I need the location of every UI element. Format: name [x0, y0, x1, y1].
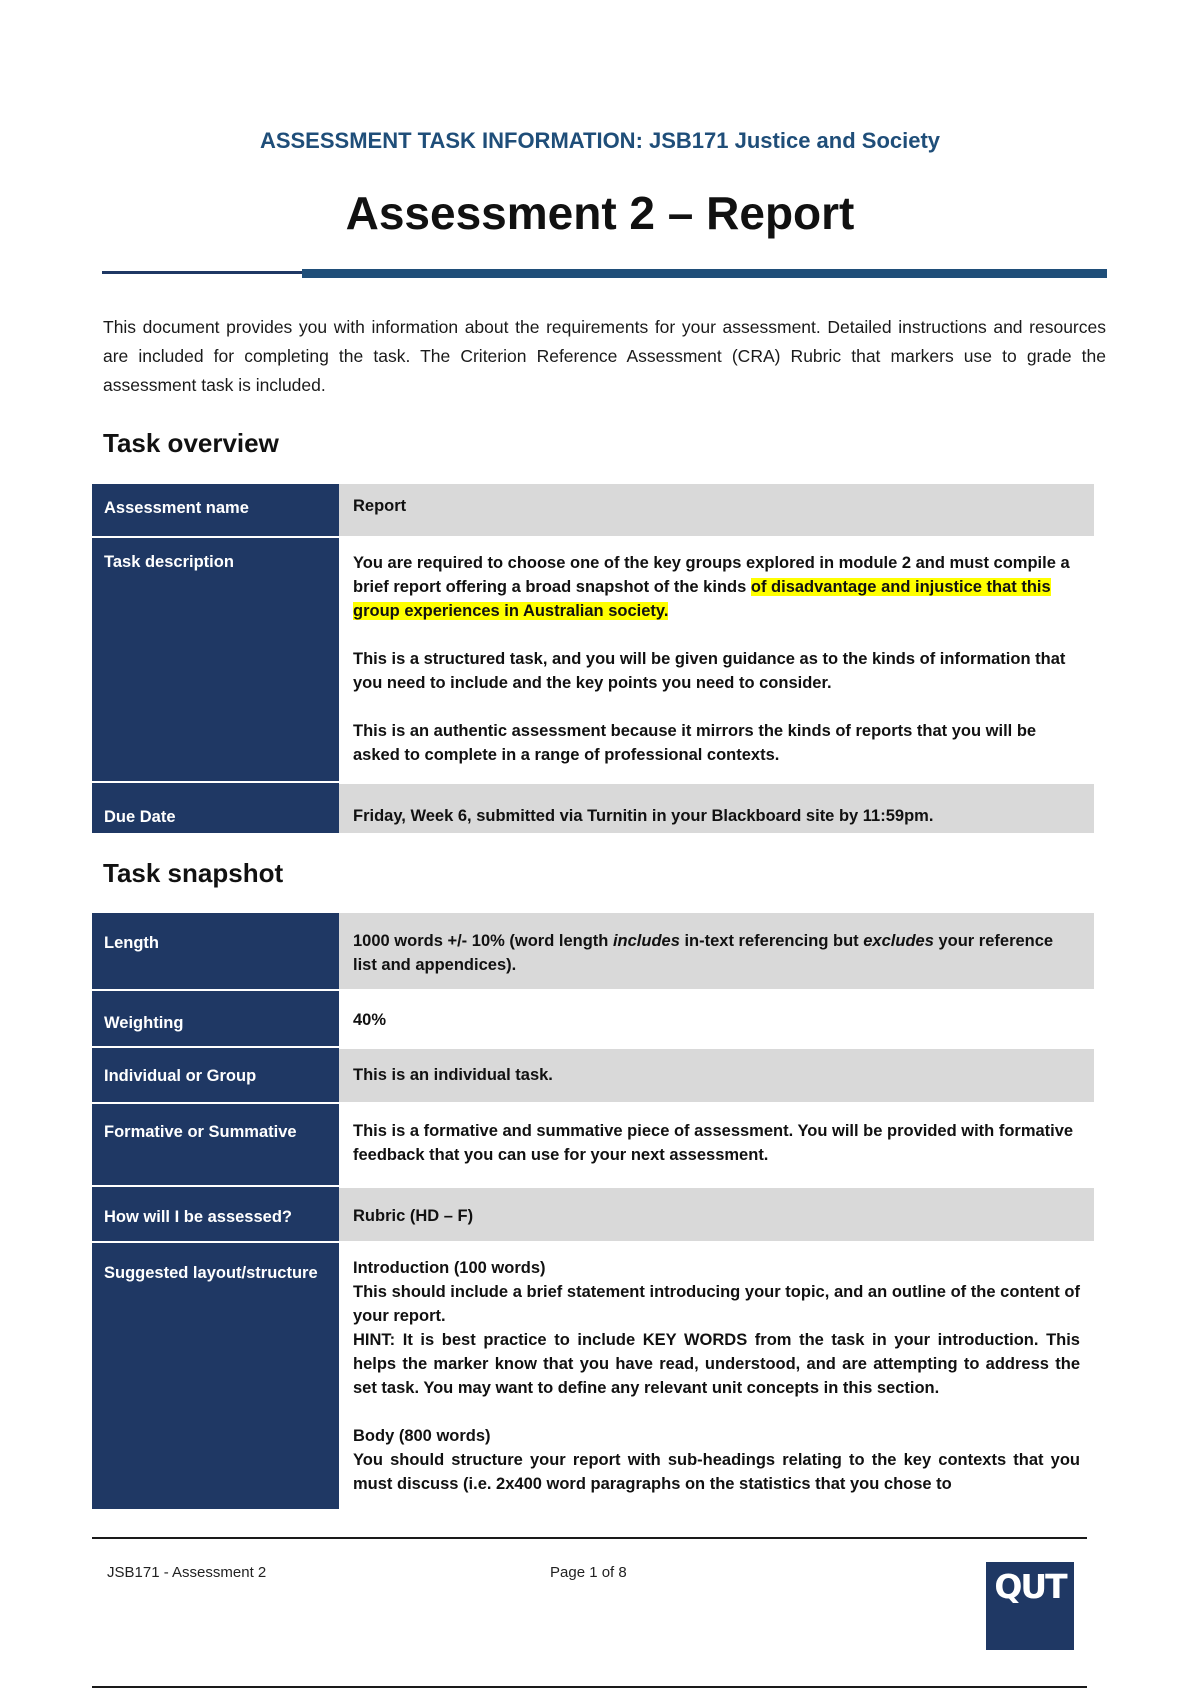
introduction-subheading: Introduction (100 words)	[353, 1258, 546, 1277]
due-date-label: Due Date	[92, 782, 339, 834]
task-description-paragraph: This is a structured task, and you will be given guidance as to the kinds of information that you need to include and the key points you need to consider.	[353, 649, 1066, 692]
intro-paragraph: This document provides you with information about the requirements for your assessment. Detailed instructions and resources are included for completing the task. The Criterion Reference Assessment (CRA) Rubric that markers use to grade the assessment task is included.	[103, 317, 1106, 395]
title-rule-thin	[102, 271, 302, 274]
suggested-layout-value	[339, 1242, 1094, 1510]
assessment-name-value: Report	[339, 484, 1094, 537]
table-row	[92, 782, 1094, 834]
individual-group-value: This is an individual task.	[339, 1047, 1094, 1103]
body-text: You should structure your report with sub-headings relating to the key contexts that you must discuss (i.e. 2x400 word paragraphs on the statistics that you chose to	[353, 1450, 1080, 1493]
length-italic: includes	[612, 932, 680, 950]
length-label: Length	[92, 913, 339, 990]
task-snapshot-table	[92, 913, 1094, 1512]
suggested-layout-label: Suggested layout/structure	[92, 1242, 339, 1510]
body-subheading: Body (800 words)	[353, 1426, 491, 1445]
how-assessed-label: How will I be assessed?	[92, 1186, 339, 1242]
task-description-value	[339, 537, 1094, 782]
task-description-label: Task description	[92, 537, 339, 782]
introduction-hint: HINT: It is best practice to include KEY WORDS from the task in your introduction. This helps the marker know that you have read, understood, and are attempting to address the set task. You may want to define any relevant unit concepts in this section.	[353, 1330, 1080, 1397]
assessment-name-label: Assessment name	[92, 484, 339, 537]
length-value	[339, 913, 1094, 990]
how-assessed-value: Rubric (HD – F)	[339, 1186, 1094, 1242]
table-row	[92, 1103, 1094, 1186]
footer-page-number: Page 1 of 8	[550, 1564, 627, 1581]
table-row	[92, 484, 1094, 537]
table-row	[92, 537, 1094, 782]
title-rule	[302, 269, 1107, 278]
page-title: Assessment 2 – Report	[345, 187, 855, 239]
table-row	[92, 1186, 1094, 1242]
qut-logo: QUT	[986, 1562, 1074, 1650]
formative-summative-value: This is a formative and summative piece of assessment. You will be provided with formative feedback that you can use for your next assessment.	[339, 1103, 1094, 1186]
length-italic: excludes	[863, 932, 934, 950]
document-header: ASSESSMENT TASK INFORMATION: JSB171 Justice and Society	[259, 128, 941, 153]
weighting-value: 40%	[339, 990, 1094, 1047]
table-row	[92, 1242, 1094, 1510]
task-snapshot-heading: Task snapshot	[103, 858, 284, 888]
task-description-paragraph: This is an authentic assessment because it mirrors the kinds of reports that you will be asked to complete in a range of professional contexts.	[353, 721, 1037, 764]
task-description-text: You are required to choose one of the key groups explored in module 2 and must compile a brief report offering a broad snapshot of the kinds	[353, 553, 1070, 596]
length-text: your reference list and appendices).	[353, 932, 1054, 974]
individual-group-label: Individual or Group	[92, 1047, 339, 1103]
task-description-paragraph	[353, 551, 1080, 623]
introduction-text: This should include a brief statement introducing your topic, and an outline of the content of your report.	[353, 1282, 1080, 1325]
footer-course-label: JSB171 - Assessment 2	[107, 1564, 267, 1581]
table-row	[92, 1047, 1094, 1103]
task-overview-table	[92, 484, 1094, 836]
due-date-value: Friday, Week 6, submitted via Turnitin in your Blackboard site by 11:59pm.	[339, 782, 1094, 834]
task-overview-heading: Task overview	[103, 428, 279, 458]
weighting-label: Weighting	[92, 990, 339, 1047]
table-row	[92, 913, 1094, 990]
footer-rule-top	[92, 1537, 1087, 1539]
table-row	[92, 990, 1094, 1047]
length-text: in-text referencing but	[679, 932, 864, 950]
highlighted-text: of disadvantage and injustice that this group experiences in Australian society.	[353, 577, 1051, 620]
footer-rule-bottom	[92, 1686, 1087, 1688]
formative-summative-label: Formative or Summative	[92, 1103, 339, 1186]
length-text: 1000 words +/- 10% (word length	[353, 932, 613, 950]
